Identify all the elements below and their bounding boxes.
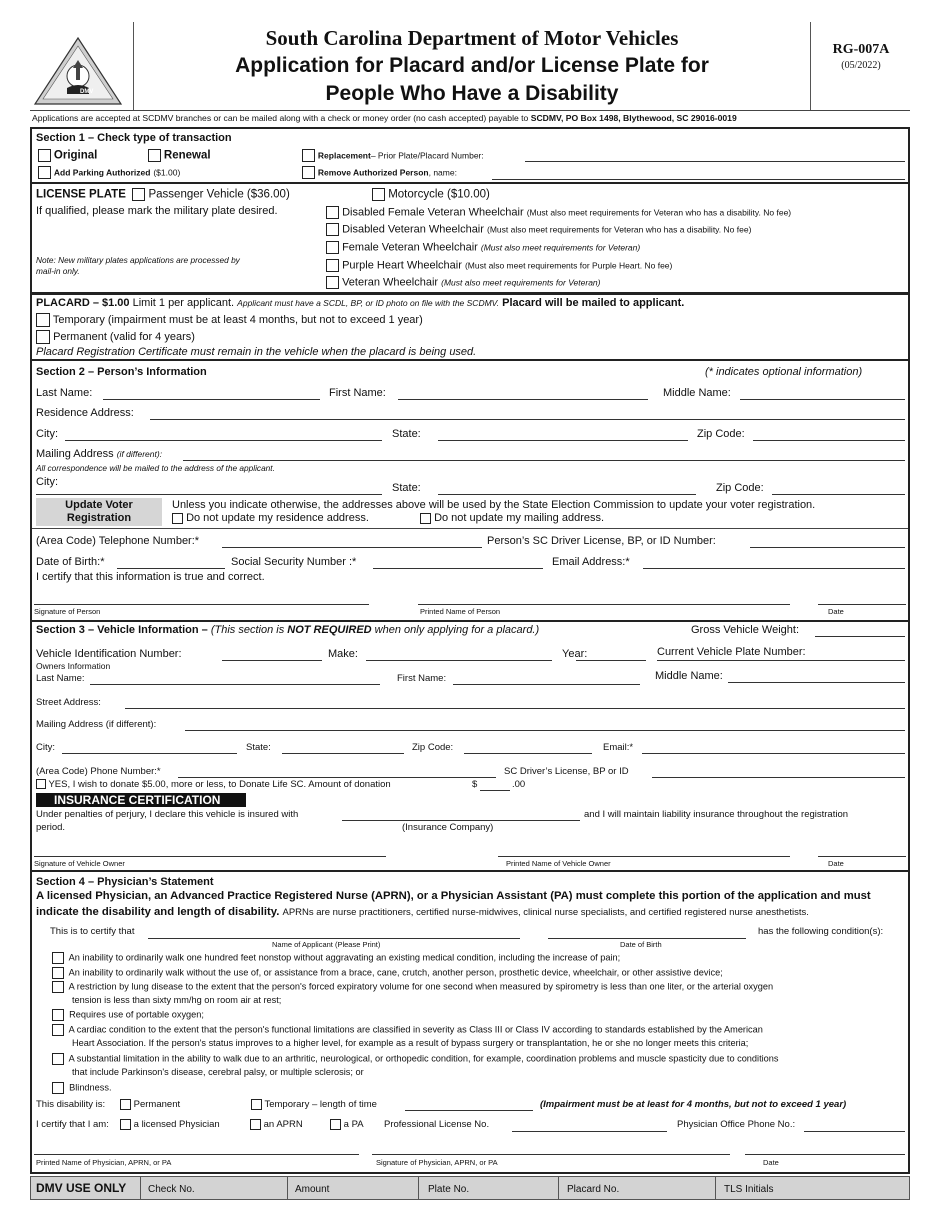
owner-state-label: State: (246, 742, 271, 753)
section-3-title: Section 3 – Vehicle Information – (This section is NOT REQUIRED when only applying for a placard.) (36, 624, 540, 636)
dob-field[interactable] (117, 568, 225, 569)
donate-amount-field[interactable] (480, 790, 510, 791)
placard-temporary-option[interactable]: Temporary (impairment must be at least 4 months, but not to exceed 1 year) (36, 313, 423, 327)
condition-5[interactable]: A cardiac condition to the extent that the person's functional limitations are classified in severity as Class III or Class IV according to standards established by the American (52, 1024, 763, 1036)
owner-first-field[interactable] (453, 684, 640, 685)
ssn-field[interactable] (373, 568, 543, 569)
dl-field[interactable] (750, 547, 905, 548)
printed-person-label: Printed Name of Person (420, 607, 501, 616)
gvw-field[interactable] (815, 636, 905, 637)
donate-option[interactable]: YES, I wish to donate $5.00, more or less, to Donate Life SC. Amount of donation (36, 779, 391, 790)
mailing-city-label: City: (36, 476, 58, 488)
military-note-2: mail-in only. (36, 266, 80, 276)
section-4-lead-1: A licensed Physician, an Advanced Practice Registered Nurse (APRN), or a Physician Assistant (PA) must complete this portion of the application and must (36, 890, 871, 902)
owner-phone-field[interactable] (178, 777, 496, 778)
no-update-residence-checkbox[interactable] (172, 513, 183, 524)
remove-authorized-option[interactable]: Remove Authorized Person, name: (302, 166, 457, 179)
disability-temporary-option[interactable]: Temporary – length of time (251, 1099, 377, 1110)
condition-5-cont: Heart Association. If the person's status improves to a higher level, for example as a result of bypass surgery or transplantation, he or she no longer meets this criteria; (72, 1038, 749, 1048)
ssn-label: Social Security Number :* (231, 556, 357, 568)
impairment-note: (Impairment must be at least for 4 months, but not to exceed 1 year) (540, 1099, 847, 1110)
email-field[interactable] (643, 568, 905, 569)
person-signature-field[interactable] (34, 604, 369, 605)
physician-signature-field[interactable] (372, 1154, 730, 1155)
dmv-check-no: Check No. (148, 1184, 195, 1195)
last-name-field[interactable] (103, 399, 320, 400)
owners-info-label: Owners Information (36, 661, 111, 671)
mailing-state-label: State: (392, 482, 421, 494)
add-parking-checkbox[interactable] (38, 166, 51, 179)
has-following-label: has the following condition(s): (758, 926, 884, 937)
mil-option-2[interactable]: Disabled Veteran Wheelchair (Must also meet requirements for Veteran who has a disability. No fee) (326, 223, 751, 236)
remove-name-field[interactable] (492, 179, 905, 180)
condition-2[interactable]: An inability to ordinarily walk without the use of, or assistance from a brace, cane, crutch, another person, prosthetic device, wheelchair, or other assistive device; (52, 967, 723, 979)
form-id: RG-007A (832, 42, 890, 57)
certify-text: I certify that this information is true and correct. (36, 571, 265, 583)
disability-temporary-checkbox[interactable] (251, 1099, 262, 1110)
agency-name: South Carolina Department of Motor Vehicles (265, 26, 679, 50)
owner-last-label: Last Name: (36, 673, 85, 684)
military-question: If qualified, please mark the military plate desired. (36, 205, 278, 217)
permanent-checkbox[interactable] (36, 330, 50, 344)
renewal-checkbox[interactable] (148, 149, 161, 162)
physician-date-field[interactable] (745, 1154, 905, 1155)
scdmv-logo (33, 36, 123, 108)
current-plate-field[interactable] (657, 660, 905, 661)
owner-email-label: Email:* (603, 742, 634, 753)
condition-6-checkbox[interactable] (52, 1053, 64, 1065)
first-name-field[interactable] (398, 399, 648, 400)
replacement-option[interactable]: Replacement– Prior Plate/Placard Number: (302, 149, 484, 162)
mil-option-4[interactable]: Purple Heart Wheelchair (Must also meet requirements for Purple Heart. No fee) (326, 259, 672, 272)
owner-middle-field[interactable] (728, 682, 905, 683)
insurance-company-field[interactable] (342, 820, 580, 821)
owner-zip-label: Zip Code: (412, 742, 454, 753)
dmv-tls-initials: TLS Initials (724, 1184, 774, 1195)
printed-owner-label: Printed Name of Vehicle Owner (506, 859, 611, 868)
mailing-label: Mailing Address (if different): (36, 448, 163, 460)
dob-applicant-label: Date of Birth (620, 940, 662, 949)
dmv-amount: Amount (295, 1184, 330, 1195)
mailing-state-field[interactable] (438, 494, 696, 495)
person-printed-name-field[interactable] (418, 604, 790, 605)
physician-checkbox[interactable] (120, 1119, 131, 1130)
last-name-label: Last Name: (36, 387, 93, 399)
temp-length-field[interactable] (405, 1110, 533, 1111)
placard-header: PLACARD – $1.00 Limit 1 per applicant. Applicant must have a SCDL, BP, or ID photo on file with the SCDMV. Placard will be mailed to applicant. (36, 297, 685, 309)
dmv-plate-no: Plate No. (428, 1184, 470, 1195)
physician-date-label: Date (763, 1158, 779, 1167)
owner-dl-label: SC Driver’s License, BP or ID (504, 766, 629, 777)
street-label: Street Address: (36, 697, 101, 708)
mil-checkbox-3[interactable] (326, 241, 339, 254)
placard-permanent-option[interactable]: Permanent (valid for 4 years) (36, 330, 195, 344)
motorcycle-checkbox[interactable] (372, 188, 385, 201)
replacement-checkbox[interactable] (302, 149, 315, 162)
applicant-dob-field[interactable] (548, 938, 746, 939)
phone-field[interactable] (222, 547, 482, 548)
owner-dl-field[interactable] (652, 777, 905, 778)
condition-1[interactable]: An inability to ordinarily walk one hundred feet nonstop without aggravating an existing medical condition, including the increase of pain; (52, 952, 620, 964)
prof-license-field[interactable] (512, 1131, 667, 1132)
condition-5-checkbox[interactable] (52, 1024, 64, 1036)
pa-checkbox[interactable] (330, 1119, 341, 1130)
voter-label-1: Update Voter (65, 499, 133, 511)
mailing-instructions: Applications are accepted at SCDMV branches or can be mailed along with a check or money order (no cash accepted) payable to SCDMV, PO Box 1498, Blythewood, SC 29016-0019 (32, 113, 737, 123)
prof-license-label: Professional License No. (384, 1119, 490, 1130)
voter-label-2: Registration (66, 512, 132, 524)
street-field[interactable] (125, 708, 905, 709)
physician-option[interactable]: a licensed Physician (120, 1119, 220, 1130)
remove-authorized-checkbox[interactable] (302, 166, 315, 179)
first-name-label: First Name: (329, 387, 386, 399)
condition-6[interactable]: A substantial limitation in the ability to walk due to an arthritic, neurological, or orthopedic condition, for example, coordination problems and muscle spasticity due to conditions (52, 1053, 778, 1065)
current-plate-label: Current Vehicle Plate Number: (657, 646, 806, 658)
condition-7-checkbox[interactable] (52, 1082, 64, 1094)
middle-name-field[interactable] (740, 399, 905, 400)
condition-4-checkbox[interactable] (52, 1009, 64, 1021)
physician-printed-label: Printed Name of Physician, APRN, or PA (36, 1158, 172, 1167)
physician-signature-label: Signature of Physician, APRN, or PA (376, 1158, 498, 1167)
condition-4[interactable]: Requires use of portable oxygen; (52, 1009, 204, 1021)
zip-field[interactable] (753, 440, 905, 441)
i-am-label: I certify that I am: (36, 1119, 109, 1130)
vin-field[interactable] (222, 660, 322, 661)
aprn-checkbox[interactable] (250, 1119, 261, 1130)
mil-option-3[interactable]: Female Veteran Wheelchair (Must also meet requirements for Veteran) (326, 241, 640, 254)
aprn-option[interactable]: an APRN (250, 1119, 303, 1130)
donate-checkbox[interactable] (36, 779, 46, 789)
condition-3[interactable]: A restriction by lung disease to the extent that the person's forced expiratory volume for one second when measured by spirometry is less than one liter, or the arterial oxygen (52, 981, 773, 993)
section-4-lead-2: indicate the disability and length of disability. APRNs are nurse practitioners, certified nurse-midwives, clinical nurse specialists, and certified registered nurse anesthetists. (36, 906, 809, 918)
city-field[interactable] (65, 440, 382, 441)
disability-permanent-checkbox[interactable] (120, 1099, 131, 1110)
no-update-mailing-option[interactable]: Do not update my mailing address. (420, 512, 604, 524)
owner-zip-field[interactable] (464, 753, 592, 754)
date-person-label: Date (828, 607, 844, 616)
sig-owner-label: Signature of Vehicle Owner (34, 859, 125, 868)
mil-checkbox-2[interactable] (326, 223, 339, 236)
add-parking-option[interactable]: Add Parking Authorized ($1.00) (38, 166, 180, 179)
make-field[interactable] (366, 660, 552, 661)
no-update-mailing-checkbox[interactable] (420, 513, 431, 524)
mil-option-5[interactable]: Veteran Wheelchair (Must also meet requirements for Veteran) (326, 276, 600, 289)
owner-printed-field[interactable] (498, 856, 790, 857)
insurance-title: INSURANCE CERTIFICATION (36, 793, 246, 807)
insurance-text-1: Under penalties of perjury, I declare this vehicle is insured with (36, 809, 299, 820)
insurance-company-label: (Insurance Company) (402, 822, 494, 833)
condition-6-cont: that include Parkinson's disease, cerebral palsy, or multiple sclerosis; or (72, 1067, 364, 1077)
form-title-line2: People Who Have a Disability (325, 82, 619, 105)
dmv-placard-no: Placard No. (567, 1184, 620, 1195)
insurance-text-2: and I will maintain liability insurance throughout the registration (584, 809, 849, 820)
state-label: State: (392, 428, 421, 440)
make-label: Make: (328, 648, 358, 660)
owner-last-field[interactable] (90, 684, 380, 685)
insurance-text-3: period. (36, 822, 66, 833)
this-disability-label: This disability is: (36, 1099, 106, 1110)
year-field[interactable] (576, 660, 646, 661)
prior-plate-number-field[interactable] (525, 161, 905, 162)
placard-certificate-note: Placard Registration Certificate must remain in the vehicle when the placard is being used. (36, 346, 477, 358)
residence-field[interactable] (150, 419, 905, 420)
applicant-name-field[interactable] (148, 938, 520, 939)
residence-label: Residence Address: (36, 407, 134, 419)
donate-dollar: $ (472, 779, 478, 790)
owner-date-field[interactable] (818, 856, 906, 857)
condition-3-cont: tension is less than sixty mm/hg on room air at rest; (72, 995, 282, 1005)
owner-city-field[interactable] (62, 753, 237, 754)
condition-2-checkbox[interactable] (52, 967, 64, 979)
form-date: (05/2022) (841, 60, 881, 71)
renewal-option[interactable]: Renewal (148, 149, 211, 162)
military-note: Note: New military plates applications are processed by (36, 255, 240, 265)
temporary-checkbox[interactable] (36, 313, 50, 327)
owner-phone-label: (Area Code) Phone Number:* (36, 766, 161, 777)
zip-label: Zip Code: (697, 428, 745, 440)
section-4-title: Section 4 – Physician’s Statement (36, 876, 214, 888)
dmv-use-only-label: DMV USE ONLY (36, 1181, 127, 1195)
office-phone-field[interactable] (804, 1131, 905, 1132)
mailing-field[interactable] (183, 460, 905, 461)
date-owner-label: Date (828, 859, 844, 868)
sig-person-label: Signature of Person (34, 607, 101, 616)
person-date-field[interactable] (818, 604, 906, 605)
condition-3-checkbox[interactable] (52, 981, 64, 993)
correspondence-note: All correspondence will be mailed to the address of the applicant. (36, 463, 275, 473)
original-option[interactable]: Original (38, 149, 97, 162)
name-applicant-label: Name of Applicant (Please Print) (272, 940, 381, 949)
vin-label: Vehicle Identification Number: (36, 648, 182, 660)
phone-label: (Area Code) Telephone Number:* (36, 535, 200, 547)
section-2-title: Section 2 – Person’s Information (36, 366, 207, 378)
voter-text: Unless you indicate otherwise, the addresses above will be used by the State Election Commission to update your voter registration. (172, 499, 816, 511)
mil-option-1[interactable]: Disabled Female Veteran Wheelchair (Must also meet requirements for Veteran who has a disability. No fee) (326, 206, 791, 219)
office-phone-label: Physician Office Phone No.: (677, 1119, 796, 1130)
mil-checkbox-5[interactable] (326, 276, 339, 289)
owner-mailing-label: Mailing Address (if different): (36, 719, 157, 730)
dl-label: Person’s SC Driver License, BP, or ID Number: (487, 535, 716, 547)
original-checkbox[interactable] (38, 149, 51, 162)
donate-cents: .00 (512, 779, 526, 790)
gvw-label: Gross Vehicle Weight: (691, 624, 800, 636)
year-label: Year: (562, 648, 588, 660)
middle-name-label: Middle Name: (663, 387, 731, 399)
state-field[interactable] (438, 440, 688, 441)
email-label: Email Address:* (552, 556, 630, 568)
form-title-line1: Application for Placard and/or License Plate for (235, 54, 709, 77)
no-update-residence-option[interactable]: Do not update my residence address. (172, 512, 369, 524)
physician-printed-field[interactable] (34, 1154, 359, 1155)
svg-text:DMV: DMV (80, 89, 94, 95)
passenger-checkbox[interactable] (132, 188, 145, 201)
owner-state-field[interactable] (282, 753, 404, 754)
mailing-city-field[interactable] (36, 494, 382, 495)
license-plate-row: LICENSE PLATE Passenger Vehicle ($36.00) (36, 188, 290, 201)
section-1-title: Section 1 – Check type of transaction (36, 132, 232, 144)
mailing-zip-label: Zip Code: (716, 482, 764, 494)
owner-mailing-field[interactable] (185, 730, 905, 731)
mailing-zip-field[interactable] (772, 494, 905, 495)
pa-option[interactable]: a PA (330, 1119, 364, 1130)
city-label: City: (36, 428, 58, 440)
mil-checkbox-4[interactable] (326, 259, 339, 272)
motorcycle-option[interactable]: Motorcycle ($10.00) (372, 188, 490, 201)
owner-signature-field[interactable] (34, 856, 386, 857)
optional-note: (* indicates optional information) (705, 366, 863, 378)
owner-email-field[interactable] (642, 753, 905, 754)
disability-permanent-option[interactable]: Permanent (120, 1099, 180, 1110)
certify-that-label: This is to certify that (50, 926, 135, 937)
owner-city-label: City: (36, 742, 55, 753)
condition-7[interactable]: Blindness. (52, 1082, 112, 1094)
mil-checkbox-1[interactable] (326, 206, 339, 219)
owner-middle-label: Middle Name: (655, 670, 723, 682)
owner-first-label: First Name: (397, 673, 447, 684)
dob-label: Date of Birth:* (36, 556, 105, 568)
condition-1-checkbox[interactable] (52, 952, 64, 964)
